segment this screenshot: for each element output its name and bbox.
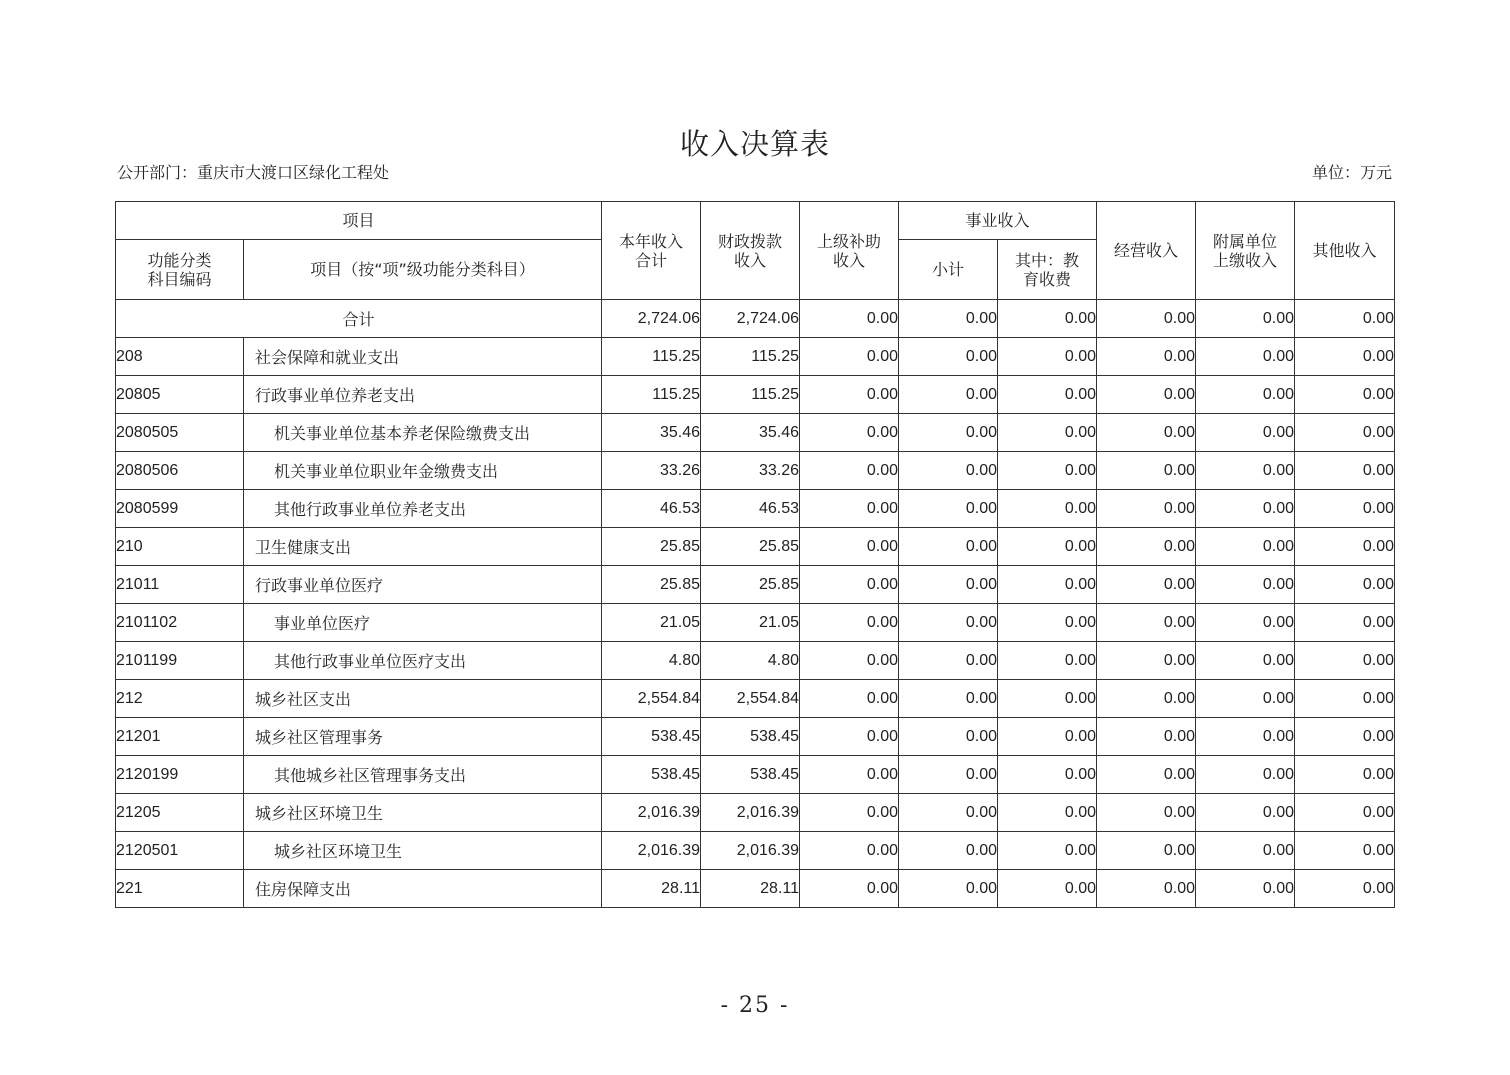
table-row [116,490,1395,528]
table-row [116,794,1395,832]
table-row [116,604,1395,642]
row-value: 0.00 [899,756,998,794]
table-row [116,414,1395,452]
row-value: 2,016.39 [701,832,800,870]
row-value: 0.00 [998,642,1097,680]
row-value: 0.00 [1295,756,1395,794]
row-name: 机关事业单位基本养老保险缴费支出 [244,414,602,452]
row-value: 46.53 [602,490,701,528]
row-value: 538.45 [602,756,701,794]
table-row [116,718,1395,756]
unit-label: 单位：万元 [1311,163,1392,182]
header-business-group: 事业收入 [899,202,1097,240]
row-value: 0.00 [1295,528,1395,566]
row-code: 208 [116,338,244,376]
total-value: 2,724.06 [701,300,800,338]
table-row [116,680,1395,718]
row-value: 0.00 [800,452,899,490]
row-value: 0.00 [998,832,1097,870]
row-name: 机关事业单位职业年金缴费支出 [244,452,602,490]
row-value: 4.80 [602,642,701,680]
table-row [116,452,1395,490]
row-value: 0.00 [800,642,899,680]
row-value: 115.25 [602,338,701,376]
row-value: 35.46 [701,414,800,452]
row-code: 2080505 [116,414,244,452]
table-row [116,870,1395,908]
row-value: 0.00 [1295,832,1395,870]
row-value: 0.00 [1196,528,1295,566]
row-code: 221 [116,870,244,908]
row-value: 0.00 [998,452,1097,490]
row-value: 0.00 [998,718,1097,756]
row-value: 0.00 [1196,490,1295,528]
row-code: 21201 [116,718,244,756]
row-value: 0.00 [800,528,899,566]
header-name: 项目（按“项”级功能分类科目） [244,240,602,300]
row-name: 社会保障和就业支出 [244,338,602,376]
row-code: 212 [116,680,244,718]
total-value: 2,724.06 [602,300,701,338]
row-value: 0.00 [1196,452,1295,490]
row-value: 0.00 [1097,414,1196,452]
row-value: 0.00 [800,756,899,794]
header-superior: 上级补助收入 [800,202,899,300]
row-value: 28.11 [602,870,701,908]
header-operating: 经营收入 [1097,202,1196,300]
row-value: 0.00 [800,414,899,452]
row-code: 2080506 [116,452,244,490]
row-name: 行政事业单位医疗 [244,566,602,604]
row-value: 0.00 [1196,566,1295,604]
row-code: 21011 [116,566,244,604]
row-value: 0.00 [998,490,1097,528]
row-value: 0.00 [1295,794,1395,832]
row-value: 33.26 [701,452,800,490]
row-value: 0.00 [1097,490,1196,528]
header-edu-fee: 其中：教育收费 [998,240,1097,300]
total-row [116,300,1395,338]
row-name: 城乡社区管理事务 [244,718,602,756]
row-value: 0.00 [1295,870,1395,908]
row-value: 0.00 [1295,414,1395,452]
row-value: 0.00 [1097,376,1196,414]
row-value: 25.85 [701,528,800,566]
row-value: 28.11 [701,870,800,908]
row-value: 0.00 [1196,794,1295,832]
total-value: 0.00 [1295,300,1395,338]
row-value: 0.00 [899,642,998,680]
row-value: 0.00 [899,680,998,718]
row-name: 城乡社区环境卫生 [244,832,602,870]
row-value: 33.26 [602,452,701,490]
row-value: 0.00 [899,490,998,528]
row-value: 2,554.84 [701,680,800,718]
row-name: 其他行政事业单位养老支出 [244,490,602,528]
row-value: 0.00 [899,566,998,604]
row-value: 0.00 [800,870,899,908]
row-value: 0.00 [800,832,899,870]
row-value: 0.00 [1196,756,1295,794]
row-code: 210 [116,528,244,566]
row-value: 0.00 [1295,680,1395,718]
row-value: 115.25 [701,376,800,414]
row-value: 0.00 [1097,756,1196,794]
row-value: 0.00 [800,490,899,528]
total-value: 0.00 [1097,300,1196,338]
row-name: 行政事业单位养老支出 [244,376,602,414]
row-value: 0.00 [1196,832,1295,870]
table-row [116,756,1395,794]
row-value: 0.00 [1097,338,1196,376]
row-name: 城乡社区环境卫生 [244,794,602,832]
header-total-income: 本年收入合计 [602,202,701,300]
row-value: 0.00 [800,338,899,376]
row-code: 2080599 [116,490,244,528]
row-code: 21205 [116,794,244,832]
row-value: 0.00 [998,414,1097,452]
row-name: 事业单位医疗 [244,604,602,642]
row-value: 46.53 [701,490,800,528]
row-value: 0.00 [998,794,1097,832]
row-value: 0.00 [1097,794,1196,832]
row-value: 21.05 [602,604,701,642]
row-value: 0.00 [899,832,998,870]
row-value: 0.00 [899,338,998,376]
row-value: 0.00 [998,680,1097,718]
row-name: 城乡社区支出 [244,680,602,718]
row-value: 0.00 [899,604,998,642]
department-label: 公开部门：重庆市大渡口区绿化工程处 [117,163,390,182]
row-value: 4.80 [701,642,800,680]
row-value: 0.00 [998,338,1097,376]
row-value: 0.00 [1295,338,1395,376]
row-name: 其他行政事业单位医疗支出 [244,642,602,680]
row-value: 538.45 [701,718,800,756]
row-value: 0.00 [1097,566,1196,604]
row-value: 25.85 [602,566,701,604]
row-value: 0.00 [1097,642,1196,680]
row-value: 25.85 [602,528,701,566]
row-value: 0.00 [899,794,998,832]
total-value: 0.00 [998,300,1097,338]
row-value: 21.05 [701,604,800,642]
table-row [116,528,1395,566]
row-value: 0.00 [800,794,899,832]
table-row [116,566,1395,604]
row-value: 0.00 [1196,338,1295,376]
row-value: 2,016.39 [701,794,800,832]
table-row [116,338,1395,376]
row-value: 0.00 [1196,414,1295,452]
row-value: 115.25 [602,376,701,414]
row-value: 0.00 [1097,604,1196,642]
row-value: 0.00 [998,756,1097,794]
total-value: 0.00 [899,300,998,338]
row-value: 0.00 [899,376,998,414]
row-value: 2,016.39 [602,794,701,832]
table-row [116,832,1395,870]
row-code: 2120501 [116,832,244,870]
row-value: 25.85 [701,566,800,604]
row-value: 0.00 [800,376,899,414]
table-row [116,642,1395,680]
row-value: 538.45 [701,756,800,794]
row-code: 2101102 [116,604,244,642]
table-header [116,202,1395,300]
income-table [115,201,1395,908]
page-title: 收入决算表 [679,127,830,161]
row-value: 0.00 [1196,642,1295,680]
row-value: 0.00 [899,870,998,908]
row-value: 0.00 [800,566,899,604]
row-value: 2,016.39 [602,832,701,870]
row-value: 0.00 [899,452,998,490]
row-value: 0.00 [800,718,899,756]
row-value: 0.00 [1097,528,1196,566]
row-value: 0.00 [1295,604,1395,642]
row-code: 2120199 [116,756,244,794]
total-value: 0.00 [800,300,899,338]
row-value: 0.00 [1097,680,1196,718]
row-value: 0.00 [899,528,998,566]
row-value: 0.00 [800,680,899,718]
row-name: 其他城乡社区管理事务支出 [244,756,602,794]
row-value: 0.00 [1196,718,1295,756]
row-value: 0.00 [1196,680,1295,718]
row-value: 0.00 [1295,642,1395,680]
row-value: 0.00 [998,528,1097,566]
row-value: 0.00 [899,414,998,452]
header-item-group: 项目 [116,202,602,240]
row-value: 0.00 [899,718,998,756]
header-code: 功能分类科目编码 [116,240,244,300]
row-value: 0.00 [998,870,1097,908]
row-value: 0.00 [998,604,1097,642]
row-name: 住房保障支出 [244,870,602,908]
row-value: 0.00 [1295,718,1395,756]
table-body [116,300,1395,908]
row-value: 0.00 [1097,452,1196,490]
header-subtotal: 小计 [899,240,998,300]
row-value: 35.46 [602,414,701,452]
row-code: 2101199 [116,642,244,680]
row-value: 0.00 [1196,604,1295,642]
row-code: 20805 [116,376,244,414]
header-other: 其他收入 [1295,202,1395,300]
row-value: 0.00 [1295,452,1395,490]
row-value: 2,554.84 [602,680,701,718]
total-value: 0.00 [1196,300,1295,338]
row-name: 卫生健康支出 [244,528,602,566]
row-value: 0.00 [1196,870,1295,908]
row-value: 0.00 [1097,832,1196,870]
row-value: 0.00 [998,376,1097,414]
row-value: 0.00 [998,566,1097,604]
row-value: 0.00 [1097,718,1196,756]
row-value: 0.00 [1196,376,1295,414]
row-value: 0.00 [1295,376,1395,414]
page-number: - 25 - [720,993,790,1018]
row-value: 0.00 [1295,490,1395,528]
row-value: 115.25 [701,338,800,376]
row-value: 0.00 [1097,870,1196,908]
header-fiscal: 财政拨款收入 [701,202,800,300]
row-value: 538.45 [602,718,701,756]
row-value: 0.00 [800,604,899,642]
row-value: 0.00 [1295,566,1395,604]
header-affiliated: 附属单位上缴收入 [1196,202,1295,300]
total-label: 合计 [116,300,602,338]
table-row [116,376,1395,414]
